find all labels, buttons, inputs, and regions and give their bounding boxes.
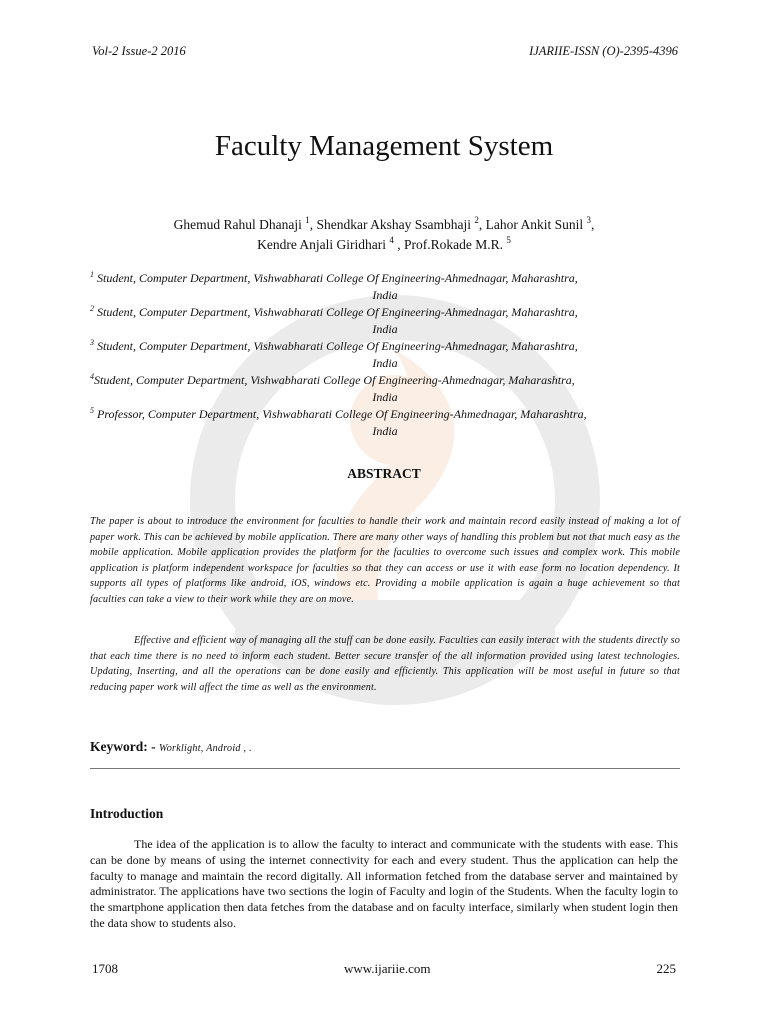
header-volume: Vol-2 Issue-2 2016 — [92, 44, 186, 58]
section-divider — [90, 768, 680, 769]
author: Prof.Rokade M.R. $^5$ — [404, 235, 511, 252]
author-list — [90, 215, 678, 255]
author: Kendre Anjali Giridhari $^4$ , — [257, 235, 405, 252]
keyword-values: Worklight, Android , . — [159, 743, 252, 754]
affiliation-list — [90, 270, 680, 440]
affiliation: $^1$ Student, Computer Department, Vishwabharati College Of Engineering-Ahmednagar, Maharashtra, India — [90, 270, 578, 302]
affiliation: $^2$ Student, Computer Department, Vishwabharati College Of Engineering-Ahmednagar, Maharashtra, India — [90, 304, 578, 336]
author: Shendkar Akshay Ssambhaji $^2$, — [316, 215, 486, 232]
affiliation: $^3$ Student, Computer Department, Vishwabharati College Of Engineering-Ahmednagar, Maharashtra, India — [90, 338, 578, 370]
introduction-paragraph: The idea of the application is to allow the faculty to interact and communicate with the students with ease. This can be done by means of using the internet connectivity for each and every student. Thus the application can help the faculty to manage and maintain the record digitally. All information fetched from the database server and maintained by administrator. The applications have two sections the login of Faculty and login of the Students. When the faculty login to the smartphone application then data fetches from the database and on faculty interface, similarly when student login then the data show to students also. — [90, 837, 678, 930]
affiliation: $^5$ Professor, Computer Department, Vishwabharati College Of Engineering-Ahmednagar, Maharashtra, India — [90, 406, 587, 439]
author: Lahor Ankit Sunil $^3$, — [485, 215, 595, 232]
keywords: Keyword: - Worklight, Android , . — [90, 739, 252, 754]
introduction-heading: Introduction — [90, 806, 164, 821]
affiliation: $^4$Student, Computer Department, Vishwabharati College Of Engineering-Ahmednagar, Maharashtra, India — [90, 372, 575, 405]
footer-website: www.ijariie.com — [343, 961, 431, 976]
author: Ghemud Rahul Dhanaji $^1$, — [173, 215, 317, 232]
header-issn: IJARIIE-ISSN (O)-2395-4396 — [529, 44, 678, 58]
page-number: 225 — [656, 961, 676, 976]
paper-title: Faculty Management System — [214, 130, 554, 162]
abstract-paragraph: The paper is about to introduce the environment for faculties to handle their work and maintain record easily instead of making a lot of paper work. This can be achieved by mobile application. There are many other ways of handling this problem but not that much easy as the mobile application. Mobile application provides the platform for the faculties to overcome such issues and complex work. This mobile application is platform independent workspace for faculties so that they can access or use it with ease form no location dependency. It supports all types of platforms like android, iOS, windows etc. Providing a mobile application is again a huge achievement so that faculties can take a view to their work while they are on move. — [90, 516, 680, 605]
running-footer — [92, 961, 676, 977]
abstract-paragraph: Effective and efficient way of managing all the stuff can be done easily. Faculties can easily interact with the students directly so that each time there is no need to inform each student. Better secure transfer of the all information provided using latest technologies. Updating, Inserting, and all the operations can be done easily and efficiently. This application will be most useful in future so that reducing paper work will affect the time as well as the environment. — [90, 635, 680, 693]
keyword-label: Keyword: — [90, 739, 152, 754]
running-header — [92, 44, 678, 59]
footer-paper-id: 1708 — [92, 961, 118, 976]
abstract-heading: ABSTRACT — [347, 466, 421, 481]
